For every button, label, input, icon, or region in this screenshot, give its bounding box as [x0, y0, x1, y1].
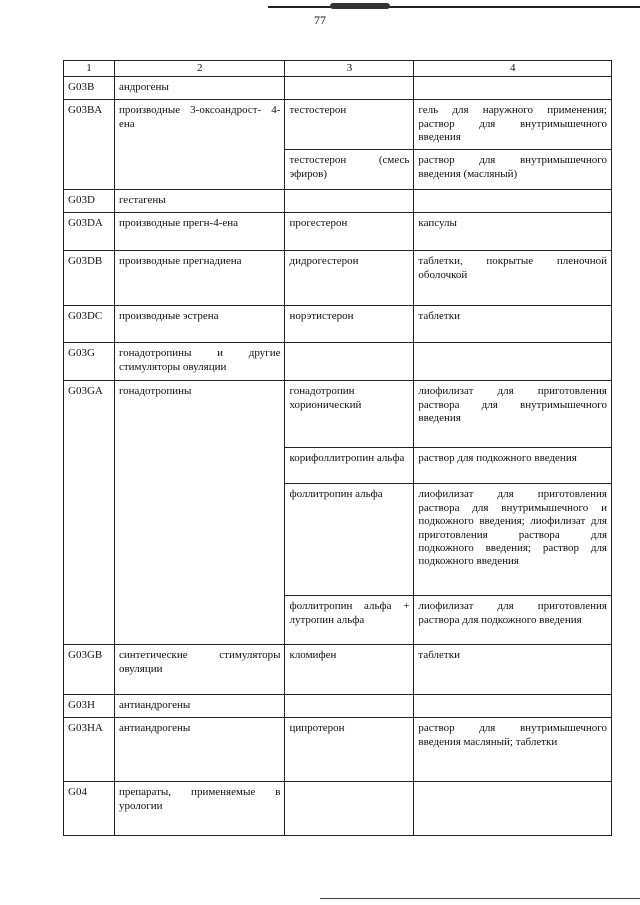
drug-cell: дидрогестерон	[285, 251, 414, 306]
drug-cell	[285, 782, 414, 836]
group-cell: производные прегнадиена	[114, 251, 285, 306]
table-row	[64, 77, 612, 100]
atc-code-cell: G03G	[64, 343, 115, 381]
dosage-form-cell: лиофилизат для приготовления раствора для внутримышечного введения	[414, 381, 612, 448]
dosage-form-cell	[414, 190, 612, 213]
table-row	[64, 306, 612, 343]
atc-code-cell: G03GB	[64, 645, 115, 695]
drug-table	[63, 60, 612, 836]
drug-cell	[285, 343, 414, 381]
table-row	[64, 343, 612, 381]
dosage-form-cell: лиофилизат для приготовления раствора для подкожного введения	[414, 596, 612, 645]
atc-code-cell: G03DC	[64, 306, 115, 343]
dosage-form-cell: лиофилизат для приготовления раствора для внутримышечного и подкожного введения; лиофилизат для приготовления раствора для подкожного введения; раствор для подкожного введения	[414, 484, 612, 596]
drug-cell	[285, 77, 414, 100]
dosage-form-cell: таблетки	[414, 306, 612, 343]
group-cell: производные прегн-4-ена	[114, 213, 285, 251]
dosage-form-cell	[414, 782, 612, 836]
atc-code-cell: G03DA	[64, 213, 115, 251]
group-cell: антиандрогены	[114, 718, 285, 782]
table-row	[64, 718, 612, 782]
atc-code-cell: G04	[64, 782, 115, 836]
drug-cell: кломифен	[285, 645, 414, 695]
scan-edge-line	[320, 898, 640, 899]
group-cell: гонадотропины	[114, 381, 285, 645]
drug-cell: тестостерон (смесь эфиров)	[285, 150, 414, 190]
atc-code-cell: G03H	[64, 695, 115, 718]
drug-cell: фоллитропин альфа + лутропин альфа	[285, 596, 414, 645]
group-cell: препараты, применяемые в урологии	[114, 782, 285, 836]
column-header-4: 4	[414, 61, 612, 77]
column-header-2: 2	[114, 61, 285, 77]
drug-cell: корифоллитропин альфа	[285, 448, 414, 484]
table-header-row	[64, 61, 612, 77]
group-cell: производные эстрена	[114, 306, 285, 343]
table-row	[64, 782, 612, 836]
drug-cell	[285, 695, 414, 718]
dosage-form-cell	[414, 343, 612, 381]
group-cell: гонадотропины и другие стимуляторы овуляции	[114, 343, 285, 381]
atc-code-cell: G03B	[64, 77, 115, 100]
drug-cell: прогестерон	[285, 213, 414, 251]
drug-cell: гонадотропин хорионический	[285, 381, 414, 448]
dosage-form-cell: гель для наружного применения; раствор для внутримышечного введения	[414, 100, 612, 150]
dosage-form-cell: таблетки	[414, 645, 612, 695]
group-cell: андрогены	[114, 77, 285, 100]
top-border-line	[268, 6, 640, 8]
group-cell: производные 3-оксоандрост- 4-ена	[114, 100, 285, 190]
table-row	[64, 100, 612, 150]
column-header-1: 1	[64, 61, 115, 77]
atc-code-cell: G03HA	[64, 718, 115, 782]
dosage-form-cell: капсулы	[414, 213, 612, 251]
scan-mark	[330, 3, 390, 9]
drug-cell	[285, 190, 414, 213]
table-row	[64, 645, 612, 695]
dosage-form-cell	[414, 695, 612, 718]
page-number: 77	[314, 13, 326, 27]
group-cell: гестагены	[114, 190, 285, 213]
table-row	[64, 213, 612, 251]
group-cell: антиандрогены	[114, 695, 285, 718]
atc-code-cell: G03BA	[64, 100, 115, 190]
dosage-form-cell	[414, 77, 612, 100]
drug-cell: норэтистерон	[285, 306, 414, 343]
drug-cell: фоллитропин альфа	[285, 484, 414, 596]
table-row	[64, 251, 612, 306]
atc-code-cell: G03GA	[64, 381, 115, 645]
table-row	[64, 695, 612, 718]
table-row	[64, 381, 612, 448]
column-header-3: 3	[285, 61, 414, 77]
dosage-form-cell: раствор для внутримышечного введения (масляный)	[414, 150, 612, 190]
atc-code-cell: G03DB	[64, 251, 115, 306]
drug-cell: тестостерон	[285, 100, 414, 150]
group-cell: синтетические стимуляторы овуляции	[114, 645, 285, 695]
atc-code-cell: G03D	[64, 190, 115, 213]
table-row	[64, 190, 612, 213]
dosage-form-cell: раствор для внутримышечного введения масляный; таблетки	[414, 718, 612, 782]
dosage-form-cell: таблетки, покрытые пленочной оболочкой	[414, 251, 612, 306]
dosage-form-cell: раствор для подкожного введения	[414, 448, 612, 484]
drug-cell: ципротерон	[285, 718, 414, 782]
